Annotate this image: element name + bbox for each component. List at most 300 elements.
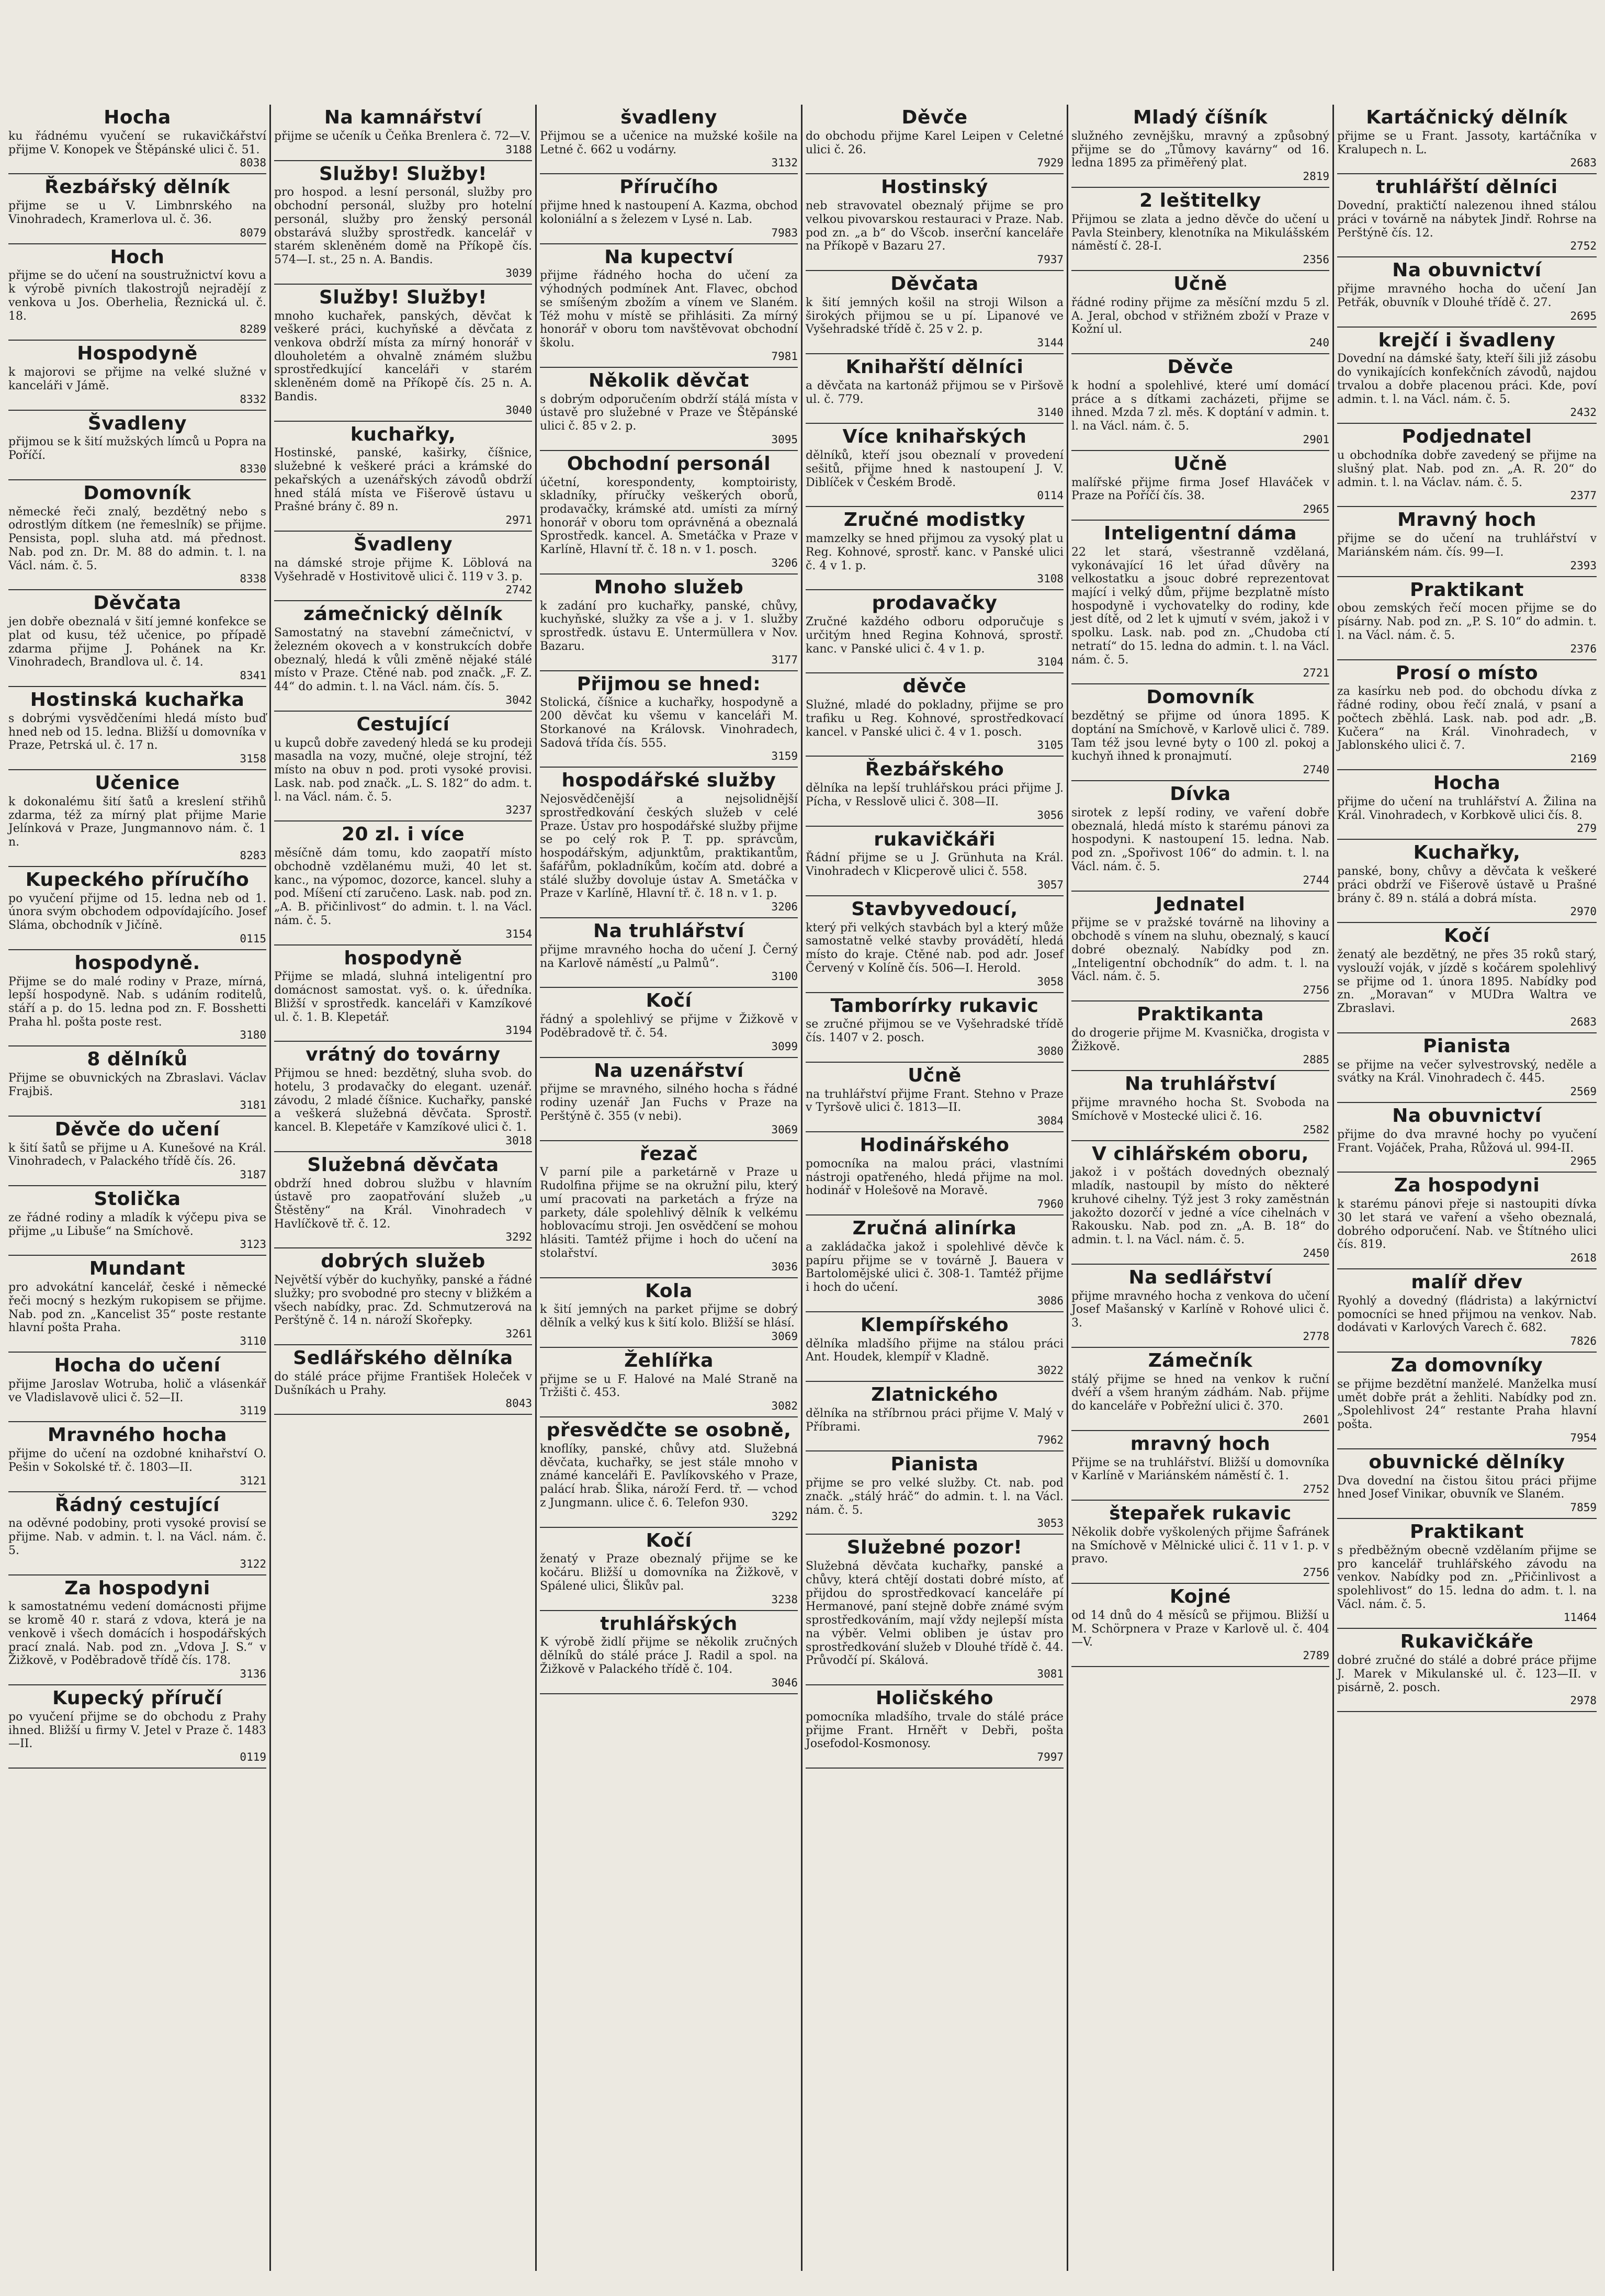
ad-heading: truhlářských	[600, 1613, 738, 1635]
ad-heading: Učně	[1173, 273, 1227, 295]
ad-heading: Praktikant	[1410, 1521, 1524, 1543]
ad-number: 0114	[1037, 489, 1064, 502]
ad-number: 2169	[1570, 752, 1597, 765]
classified-ad	[8, 411, 266, 480]
classified-ad	[8, 590, 266, 687]
ad-heading: Na kamnářství	[324, 107, 482, 128]
classified-ad	[1337, 328, 1597, 424]
ad-number: 2376	[1570, 642, 1597, 655]
ad-number: 3099	[771, 1040, 798, 1053]
column-3	[537, 105, 802, 2271]
ad-body: dělníků, kteří jsou obeznalí v provedení sešitů, přijme hned k nastoupení J. V. Diblíček v Českém Brodě.	[806, 449, 1064, 489]
ad-number: 2756	[1303, 984, 1329, 997]
ad-body: Zručné každého odboru odporučuje s určitým hned Regina Kohnová, sprostř. kanc. v Panské ulici č. 4 v 1. p.	[806, 615, 1064, 656]
ad-body: se přijme na večer sylvestrovský, neděle a svátky na Král. Vinohradech č. 445.	[1337, 1058, 1597, 1085]
column-1	[5, 105, 271, 2271]
classified-ad	[8, 480, 266, 590]
classified-ad	[806, 1685, 1064, 1769]
ad-number: 3188	[505, 143, 532, 156]
ad-heading: Učně	[908, 1064, 962, 1086]
ad-heading: 20 zl. i více	[341, 824, 465, 846]
ad-body: řádný a spolehlivý se přijme v Žižkově v Poděbradově tř. č. 54.	[540, 1013, 798, 1040]
ad-body: Dva dovední na čistou šitou práci přijme hned Josef Vinikar, obuvník ve Slaném.	[1337, 1474, 1597, 1501]
ad-number: 3154	[505, 927, 532, 940]
ad-body: Několik dobře vyškolených přijme Šafránek na Smíchově v Mělnické ulici č. 11 v 1. p. v pravo.	[1071, 1525, 1329, 1566]
classified-ad	[806, 105, 1064, 174]
ad-number: 2740	[1303, 763, 1329, 776]
classified-ad	[806, 354, 1064, 424]
ad-number: 3069	[771, 1330, 798, 1343]
ad-number: 2450	[1303, 1246, 1329, 1259]
ad-number: 3108	[1037, 572, 1064, 586]
ad-heading: Klempířského	[860, 1314, 1009, 1336]
ad-number: 2885	[1303, 1053, 1329, 1066]
ad-body: u obchodníka dobře zavedený se přijme na slušný plat. Nab. pod zn. „A. R. 20“ do admin. t. l. na Václav. nám. č. 5.	[1337, 449, 1597, 489]
ad-heading: Prosí o místo	[1395, 662, 1539, 684]
ad-body: po vyučení přijme se do obchodu z Prahy ihned. Bližší u firmy V. Jetel v Praze č. 1483—II.	[8, 1710, 266, 1751]
ad-heading: Příručího	[619, 176, 718, 198]
ad-body: k šití jemných na parket přijme se dobrý dělník a velký kus k šití kolo. Bližší se hlásí.	[540, 1303, 798, 1330]
ad-heading: 8 dělníků	[87, 1049, 188, 1071]
ad-heading: Na sedlářství	[1128, 1266, 1272, 1288]
ad-body: přijme se u V. Limbnrského na Vinohradech, Kramerlova ul. č. 36.	[8, 199, 266, 226]
ad-body: u kupců dobře zavedený hledá se ku prodeji masadla na vozy, mučné, oleje strojní, též místo na obuv n pod. proti vysoké provisi. Lask. nab. pod značk. „L. S. 182“ do adm. t. l. na Václ. nám. č. 5.	[274, 736, 532, 804]
ad-number: 3095	[771, 433, 798, 446]
ad-number: 3132	[771, 156, 798, 170]
ad-number: 2683	[1570, 156, 1597, 170]
ad-heading: Zlatnického	[871, 1384, 998, 1406]
ad-body: k šití šatů se přijme u A. Kunešové na Král. Vinohradech, v Palackého třídě čís. 26.	[8, 1141, 266, 1168]
ad-body: Samostatný na stavební zámečnictví, v železném okovech a v konstrukcích dobře obeznalý, hledá k vůli změně nějaké stálé místo v Praze. Ctěné nab. pod značk. „F. Z. 44“ do admin. t. l. na Václ. nám. čís. 5.	[274, 626, 532, 694]
classified-columns	[5, 105, 1600, 2271]
ad-heading: V cihlářském oboru,	[1092, 1143, 1309, 1165]
classified-ad	[540, 988, 798, 1057]
ad-heading: krejčí i švadleny	[1378, 329, 1556, 351]
classified-ad	[8, 341, 266, 410]
ad-body: se přijme bezdětní manželé. Manželka musí umět dobře prát a žehliti. Nabídky pod zn. „Spolehlivost 24“ restante Praha hlavní pošta.	[1337, 1377, 1597, 1431]
ad-number: 2377	[1570, 489, 1597, 502]
ad-number: 3058	[1037, 975, 1064, 988]
classified-ad	[274, 422, 532, 532]
ad-body: Řádní přijme se u J. Grünhuta na Král. Vinohradech v Klicperově ulici č. 558.	[806, 851, 1064, 879]
ad-number: 279	[1577, 822, 1597, 835]
ad-heading: Učenice	[95, 772, 180, 794]
ad-number: 8330	[240, 462, 266, 475]
ad-number: 2965	[1570, 1155, 1597, 1168]
classified-ad	[8, 1575, 266, 1685]
ad-body: a zakládačka jakož i spolehlivé děvče k papíru přijme se v továrně J. Bauera v Bartolomějské ulici č. 308-1. Tamtéž přijme i hoch do učení.	[806, 1240, 1064, 1295]
ad-number: 240	[1309, 336, 1329, 349]
classified-ad	[1071, 271, 1329, 354]
ad-heading: kuchařky,	[350, 423, 456, 445]
ad-heading: malíř dřev	[1411, 1271, 1523, 1293]
ad-body: sirotek z lepší rodiny, ve vaření dobře obeznalá, hledá místo k starému pánovi za hospodyni. K nastoupení 15. ledna. Nab. pod zn. „Spořivost 106“ do admin. t. l. na Václ. nám. č. 5.	[1071, 806, 1329, 873]
ad-number: 8043	[505, 1397, 532, 1410]
ad-heading: Děvče	[901, 107, 968, 128]
classified-ad	[806, 1451, 1064, 1535]
ad-heading: Mravný hoch	[1397, 509, 1536, 531]
ad-heading: Děvče do učení	[54, 1118, 220, 1140]
ad-body: pomocníka na malou práci, vlastními nástroji opatřeného, hledá přijme na mol. hodinář v Holešově na Moravě.	[806, 1157, 1064, 1198]
ad-body: ženatý ale bezdětný, ne přes 35 roků starý, vyslouží voják, v jízdě s kočárem spolehlivý se přijme od 1. února 1895. Nabídky pod zn. „Moravan“ v MUDra Waltra ve Zbraslavi.	[1337, 948, 1597, 1015]
ad-heading: Inteligentní dáma	[1103, 523, 1297, 544]
ad-heading: Obchodní personál	[567, 453, 771, 475]
ad-number: 3206	[771, 901, 798, 914]
classified-ad	[274, 1345, 532, 1415]
ad-number: 2901	[1303, 433, 1329, 446]
ad-heading: Na uzenářství	[594, 1060, 744, 1082]
ad-number: 2695	[1570, 309, 1597, 322]
ad-body: obdrží hned dobrou službu v hlavním ústavě pro zaopatřování služeb „u Štěstěny“ na Král. Vinohradech v Havlíčkově tř. č. 12.	[274, 1177, 532, 1231]
ad-heading: Na truhlářství	[1124, 1073, 1276, 1095]
ad-number: 7997	[1037, 1751, 1064, 1763]
ad-number: 2778	[1303, 1330, 1329, 1343]
classified-ad	[540, 1611, 798, 1694]
ad-body: Dovední, praktičtí nalezenou ihned stálou práci v továrně na nábytek Jindř. Rohrse na Perštýně čís. 12.	[1337, 199, 1597, 240]
ad-body: přijme se u Frant. Jassoty, kartáčníka v Kralupech n. L.	[1337, 129, 1597, 156]
ad-heading: Hoch	[110, 246, 165, 268]
ad-heading: Žehlířka	[624, 1349, 714, 1371]
classified-ad	[806, 1312, 1064, 1382]
ad-number: 3177	[771, 653, 798, 666]
ad-body: pro hospod. a lesní personál, služby pro obchodní personál, služby pro hotelní personál, služby pro ženský personál obstarává služby sprostředk. kancelář v starém skleněném domě na Příkopě čís. 574—I. st., 25 n. A. Bandis.	[274, 186, 532, 266]
ad-heading: Kočí	[646, 990, 692, 1012]
ad-number: 11464	[1563, 1611, 1597, 1624]
classified-ad	[274, 946, 532, 1042]
ad-body: pomocníka mladšího, trvale do stálé práce přijme Frant. Hrněřt v Debři, pošta Josefodol-Kosmonosy.	[806, 1710, 1064, 1751]
classified-ad	[806, 1535, 1064, 1685]
ad-body: obou zemských řečí mocen přijme se do písárny. Nab. pod zn. „P. S. 10“ do admin. t. l. na Václ. nám. č. 5.	[1337, 602, 1597, 642]
ad-body: pro advokátní kancelář, české i německé řeči mocný s hezkým rukopisem se přijme. Nab. pod zn. „Kancelist 35“ poste restante hlavní pošta Praha.	[8, 1281, 266, 1335]
ad-heading: Kuchařky,	[1413, 842, 1521, 864]
ad-body: přijme se v pražské továrně na lihoviny a obchodě s vínem na sluhu, obeznalý, s kaucí dobré obeznalý. Nabídky pod zn. „Inteligentní obchodník“ do adm. t. l. na Václ. nám. č. 5.	[1071, 916, 1329, 984]
ad-heading: Mravného hocha	[48, 1424, 227, 1446]
ad-number: 0119	[240, 1751, 266, 1763]
ad-number: 8079	[240, 226, 266, 239]
ad-body: Ryohlý a dovedný (fládrista) a lakýrnictví pomocníci se hned přijmou na venkov. Nab. dodávati v Karlových Varech č. 682.	[1337, 1294, 1597, 1335]
ad-body: Přijmou se a učenice na mužské košile na Letné č. 662 u vodárny.	[540, 129, 798, 156]
ad-number: 2742	[505, 583, 532, 596]
classified-ad	[540, 1141, 798, 1278]
classified-ad	[540, 105, 798, 174]
ad-number: 3057	[1037, 878, 1064, 891]
classified-ad	[1337, 770, 1597, 840]
ad-number: 3180	[240, 1029, 266, 1042]
ad-body: k samostatnému vedení domácnosti přijme se kromě 40 r. stará z vdova, která je na venkově i všech domácích i hospodářských prací znalá. Nab. pod zn. „Vdova J. S.“ v Žižkově, v Poděbradově třídě čís. 178.	[8, 1600, 266, 1668]
ad-body: k dokonalému šití šatů a kreslení střihů zdarma, též za mírný plat přijme Marie Jelínková v Praze, Jungmannovo nám. č. 1 n.	[8, 795, 266, 849]
ad-body: na dámské stroje přijme K. Löblová na Vyšehradě v Hostivitově ulici č. 119 v 3. p.	[274, 556, 532, 583]
classified-ad	[274, 1152, 532, 1249]
classified-ad	[806, 673, 1064, 757]
ad-heading: Řezbářský dělník	[44, 176, 230, 198]
classified-ad	[274, 1248, 532, 1345]
classified-ad	[1071, 354, 1329, 451]
ad-heading: Více knihařských	[842, 426, 1027, 448]
classified-ad	[8, 1422, 266, 1492]
ad-heading: Stolička	[94, 1188, 181, 1210]
ad-heading: Domovník	[1146, 686, 1254, 708]
ad-body: malířské přijme firma Josef Hlaváček v Praze na Poříčí čís. 38.	[1071, 476, 1329, 503]
classified-ad	[1337, 1353, 1597, 1449]
ad-heading: Rukavičkáře	[1400, 1631, 1534, 1653]
ad-body: přijme se u F. Halové na Malé Straně na Tržišti č. 453.	[540, 1372, 798, 1400]
classified-ad	[540, 174, 798, 244]
ad-heading: Mnoho služeb	[594, 576, 744, 598]
ad-body: Přijmou se hned: bezdětný, sluha svob. do hotelu, 3 prodavačky do elegant. uzenář. závodu, 2 mladé číšnice. Kuchařky, panské a veškerá služebná děvčata. Sprostř. kancel. B. Klepetáře v Kamzíkové ulici č. 1.	[274, 1067, 532, 1134]
ad-heading: Služebné pozor!	[846, 1537, 1023, 1559]
ad-body: K výrobě židlí přijme se několik zručných dělníků do stálé práce J. Radil a spol. na Žižkově v Palackého třídě č. 104.	[540, 1636, 798, 1676]
ad-number: 2965	[1303, 503, 1329, 515]
classified-ad	[274, 532, 532, 601]
classified-ad	[1337, 1269, 1597, 1353]
ad-number: 8338	[240, 572, 266, 586]
ad-number: 7859	[1570, 1501, 1597, 1514]
ad-heading: Hocha	[104, 107, 171, 128]
ad-heading: Pianista	[1423, 1035, 1511, 1057]
ad-body: k hodní a spolehlivé, které umí domácí práce a s dítkami zacházeti, přijme se ihned. Mzda 7 zl. měs. K doptání v admin. t. l. na Václ. nám. č. 5.	[1071, 379, 1329, 433]
ad-number: 3110	[240, 1335, 266, 1347]
ad-heading: zámečnický dělník	[303, 603, 503, 625]
ad-number: 2819	[1303, 170, 1329, 183]
classified-ad	[806, 896, 1064, 993]
column-4	[802, 105, 1068, 2271]
ad-body: přijme se pro velké služby. Ct. nab. pod značk. „stálý hráč“ do admin. t. l. na Václ. nám. č. 5.	[806, 1477, 1064, 1517]
ad-heading: Stavbyvedoucí,	[851, 898, 1018, 920]
column-2	[271, 105, 537, 2271]
classified-ad	[274, 712, 532, 821]
ad-heading: Za hospodyni	[64, 1577, 210, 1599]
classified-ad	[8, 1353, 266, 1422]
ad-body: přijme se mravného, silného hocha s řádné rodiny uzenář Jan Fuchs v Praze na Perštýně č. 355 (v nebi).	[540, 1083, 798, 1123]
ad-heading: Mladý číšník	[1133, 107, 1268, 128]
ad-heading: Dívka	[1170, 783, 1231, 805]
classified-ad	[8, 244, 266, 341]
ad-number: 3040	[505, 403, 532, 417]
ad-heading: Děvče	[1167, 356, 1234, 378]
ad-body: Přijme se na truhlářství. Bližší u domovníka v Karlíně v Mariánském náměstí č. 1.	[1071, 1456, 1329, 1483]
classified-ad	[274, 1042, 532, 1152]
classified-ad	[1337, 424, 1597, 507]
classified-ad	[540, 1058, 798, 1141]
ad-heading: Několik děvčat	[589, 369, 749, 391]
ad-number: 3206	[771, 556, 798, 569]
ad-number: 3159	[771, 750, 798, 763]
classified-ad	[540, 671, 798, 768]
ad-number: 3046	[771, 1676, 798, 1689]
ad-body: Stolická, číšnice a kuchařky, hospodyně a 200 děvčat ku všemu v kanceláři M. Storkanové na Královsk. Vinohradech, Sadová třída čís. 555.	[540, 696, 798, 750]
ad-body: Služné, mladé do pokladny, přijme se pro trafiku u Reg. Kohnové, sprostředkovací kancel. v Panské ulici č. 4 v 1. posch.	[806, 699, 1064, 739]
classified-ad	[540, 1417, 798, 1527]
ad-body: ženatý v Praze obeznalý přijme se ke kočáru. Bližší u domovníka na Žižkově, v Spálené ulici, Šlikův pal.	[540, 1552, 798, 1593]
ad-body: přijme se do učení na truhlářství v Mariánském nám. čís. 99—I.	[1337, 532, 1597, 559]
ad-heading: Děvčata	[93, 592, 182, 614]
ad-number: 2683	[1570, 1015, 1597, 1028]
ad-number: 2752	[1570, 240, 1597, 253]
ad-heading: Praktikanta	[1137, 1004, 1264, 1026]
ad-number: 3292	[505, 1231, 532, 1244]
ad-body: měsíčně dám tomu, kdo zaopatří místo obchodně vzdělanému muži, 40 let st. kanc., na výpomoc, dozorce, kancel. sluhy a pod. Míšení ctí zaručeno. Lask. nab. pod zn. „A. B. přičinlivost“ do admin. t. l. na Václ. nám. č. 5.	[274, 847, 532, 927]
classified-ad	[806, 1215, 1064, 1312]
classified-ad	[1071, 781, 1329, 891]
column-5	[1068, 105, 1334, 2271]
ad-number: 3237	[505, 804, 532, 817]
ad-number: 7937	[1037, 253, 1064, 266]
ad-heading: Děvčata	[890, 273, 979, 295]
ad-number: 2744	[1303, 873, 1329, 886]
ad-number: 3292	[771, 1510, 798, 1523]
classified-ad	[540, 575, 798, 671]
classified-ad	[806, 271, 1064, 354]
ad-heading: Švadleny	[353, 534, 453, 556]
classified-ad	[1337, 507, 1597, 577]
ad-heading: Podjednatel	[1401, 426, 1532, 448]
ad-heading: Na kupectví	[604, 246, 733, 268]
ad-heading: Mundant	[89, 1258, 186, 1280]
ad-number: 7960	[1037, 1198, 1064, 1211]
ad-body: řádné rodiny přijme za měsíční mzdu 5 zl. A. Jeral, obchod v střižném zboží v Praze v Kožní ul.	[1071, 296, 1329, 336]
ad-heading: hospodářské služby	[561, 770, 776, 792]
ad-heading: Švadleny	[87, 412, 187, 434]
classified-ad	[1071, 1584, 1329, 1667]
ad-number: 3081	[1037, 1668, 1064, 1680]
ad-heading: hospodyně	[344, 947, 462, 969]
ad-body: přijme řádného hocha do učení za výhodných podmínek Ant. Flavec, obchod se smíšeným zbožím a vínem ve Slaném. Též mohu v místě se přihlásiti. Za mírný honorář v oboru tom navštěvovat obchodní školu.	[540, 269, 798, 350]
classified-ad	[8, 105, 266, 174]
ad-body: dělníka mladšího přijme na stálou práci Ant. Houdek, klempíř v Kladně.	[806, 1337, 1064, 1364]
ad-number: 2978	[1570, 1694, 1597, 1707]
ad-heading: Kola	[645, 1280, 693, 1302]
ad-heading: Hocha	[1433, 772, 1501, 794]
ad-number: 7826	[1570, 1335, 1597, 1347]
ad-heading: Domovník	[83, 482, 191, 504]
ad-number: 2569	[1570, 1085, 1597, 1098]
ad-heading: rukavičkáři	[874, 828, 996, 850]
ad-body: Hostinské, panské, kaširky, číšnice, služebné k veškeré práci a krámské do pekařských a uzenářských závodů obdrží hned stálá místa ve Fišerově ústavu u Prašné brány č. 89 n.	[274, 446, 532, 514]
ad-number: 3084	[1037, 1115, 1064, 1128]
ad-number: 3069	[771, 1123, 798, 1136]
classified-ad	[540, 918, 798, 988]
ad-body: přijme se do učení na soustružnictví kovu a k výrobě pivních tlakostrojů nejradějí z venkova u Jos. Oberhelia, Řeznická ul. č. 18.	[8, 269, 266, 323]
ad-body: Největší výběr do kuchyňky, panské a řádné služky; pro svobodné pro stecny v bližkém a všech nabídky, prac. Zd. Schmutzerová na Perštýně č. 14 n. nároží Skořepky.	[274, 1274, 532, 1327]
ad-heading: Řezbářského	[865, 759, 1004, 781]
classified-ad	[274, 601, 532, 711]
ad-heading: Knihařští dělníci	[845, 356, 1024, 378]
ad-body: na oděvné podobiny, proti vysoké provisí se přijme. Nab. v admin. t. l. na Václ. nám. č. 5.	[8, 1517, 266, 1557]
classified-ad	[8, 687, 266, 770]
ad-heading: Na obuvnictví	[1392, 1105, 1542, 1127]
ad-number: 0115	[240, 932, 266, 945]
classified-ad	[1337, 1519, 1597, 1629]
ad-body: přijme do učení na ozdobné knihařství O. Pešin v Sokolské tř. č. 1803—II.	[8, 1447, 266, 1474]
classified-ad	[1071, 188, 1329, 271]
ad-body: od 14 dnů do 4 měsíců se přijmou. Bližší u M. Schörpnera v Praze v Karlově ul. č. 404—V.	[1071, 1608, 1329, 1649]
ad-heading: Kočí	[646, 1529, 692, 1551]
ad-number: 2970	[1570, 905, 1597, 918]
ad-number: 2582	[1303, 1123, 1329, 1136]
classified-ad	[1337, 1449, 1597, 1519]
classified-ad	[1337, 174, 1597, 257]
classified-ad	[1337, 840, 1597, 923]
ad-heading: Hospodyně	[77, 343, 198, 365]
classified-ad	[8, 1256, 266, 1353]
ad-heading: Za hospodyni	[1394, 1175, 1540, 1197]
ad-heading: vrátný do továrny	[306, 1044, 501, 1066]
classified-ad	[8, 770, 266, 867]
ad-heading: Kupeckého příručího	[25, 869, 250, 891]
ad-number: 2393	[1570, 559, 1597, 572]
ad-number: 8289	[240, 323, 266, 336]
ad-number: 3053	[1037, 1517, 1064, 1530]
ad-body: k šití jemných košil na stroji Wilson a širokých přijmou se u pí. Lipanové ve Vyšehradské třídě č. 25 v 2. p.	[806, 296, 1064, 336]
ad-number: 3122	[240, 1557, 266, 1570]
ad-heading: švadleny	[620, 107, 717, 128]
ad-number: 3261	[505, 1327, 532, 1341]
classified-ad	[1071, 1265, 1329, 1348]
ad-heading: truhlářští dělníci	[1376, 176, 1558, 198]
ad-number: 2601	[1303, 1413, 1329, 1426]
ad-heading: Zručné modistky	[843, 509, 1026, 531]
classified-ad	[806, 507, 1064, 590]
ad-number: 8283	[240, 849, 266, 862]
ad-body: přijmou se k šití mužských límců u Popra na Poříčí.	[8, 435, 266, 463]
classified-ad	[1071, 1071, 1329, 1141]
classified-ad	[274, 285, 532, 422]
classified-ad	[1071, 1141, 1329, 1265]
ad-number: 3181	[240, 1098, 266, 1111]
ad-heading: obuvnické dělníky	[1369, 1451, 1565, 1473]
classified-ad	[1337, 923, 1597, 1033]
ad-heading: Na obuvnictví	[1392, 260, 1542, 282]
ad-number: 3238	[771, 1593, 798, 1606]
ad-body: neb stravovatel obeznalý přijme se pro velkou pivovarskou restauraci v Praze. Nab. pod zn. „a b“ do Všcob. inserční kanceláře na Příkopě v Bazaru 27.	[806, 199, 1064, 253]
classified-ad	[1337, 577, 1597, 660]
classified-ad	[540, 1528, 798, 1611]
ad-heading: dobrých služeb	[321, 1251, 485, 1273]
classified-ad	[8, 1046, 266, 1116]
ad-heading: Hostinská kuchařka	[30, 689, 245, 711]
ad-number: 3018	[505, 1134, 532, 1147]
ad-heading: Služby! Služby!	[319, 163, 488, 185]
ad-number: 8341	[240, 669, 266, 682]
ad-body: přijme se učeník u Čeňka Brenlera č. 72—V.	[274, 129, 531, 143]
ad-body: přijme hned k nastoupení A. Kazma, obchod koloniální a s železem v Lysé n. Lab.	[540, 199, 798, 226]
ad-number: 3194	[505, 1024, 532, 1037]
classified-ad	[1071, 892, 1329, 1001]
ad-heading: Hocha do učení	[54, 1355, 221, 1376]
ad-body: bezdětný se přijme od února 1895. K doptání na Smíchově, v Karlově ulici č. 789. Tam též jsou levné byty o 100 zl. pokoj a kuchyň ihned k pronajmutí.	[1071, 710, 1329, 763]
ad-number: 2721	[1303, 667, 1329, 680]
ad-heading: řezač	[639, 1143, 698, 1165]
classified-ad	[1071, 684, 1329, 781]
ad-body: knoflíky, panské, chůvy atd. Služebná děvčata, kuchařky, se jest stále mnoho v známé kanceláři E. Pavlíkovského v Praze, palácí hrab. Šlika, nároží Ferd. tř. — vchod z Jungmann. ulice č. 6. Telefon 930.	[540, 1442, 798, 1510]
ad-number: 3158	[240, 752, 266, 765]
classified-ad	[806, 1132, 1064, 1215]
ad-body: do stálé práce přijme František Holeček v Dušníkách u Prahy.	[274, 1370, 532, 1397]
classified-ad	[1337, 1103, 1597, 1173]
ad-number: 8038	[240, 156, 266, 170]
classified-ad	[1071, 1001, 1329, 1071]
ad-body: k starému pánovi přeje si nastoupiti dívka 30 let stará ve vaření a všeho obeznalá, dobrého odporučení. Nab. ve Štítného ulici čís. 819.	[1337, 1198, 1597, 1252]
ad-body: ku řádnému vyučení se rukavičkářství přijme V. Konopek ve Štěpánské ulici č. 51.	[8, 129, 266, 156]
classified-ad	[274, 105, 532, 161]
ad-number: 2756	[1303, 1566, 1329, 1579]
ad-body: za kasírku neb pod. do obchodu dívka z řádné rodiny, obou řečí znalá, v psaní a počtech zběhlá. Lask. nab. pod adr. „B. Kučera“ na Král. Vinohradech, v Jablonského ulici č. 7.	[1337, 685, 1597, 752]
ad-body: do obchodu přijme Karel Leipen v Celetné ulici č. 26.	[806, 129, 1064, 156]
classified-ad	[1071, 1431, 1329, 1501]
ad-number: 3056	[1037, 808, 1064, 821]
ad-body: Služebná děvčata kuchařky, panské a chůvy, která chtějí dostati dobré místo, ať přijdou do sprostředkovací kanceláře pí Hermanové, paní stejně dobře známé svým sprostředkováním, mají vždy nejlepší místa na výběr. Velmi obliben je ústav pro sprostředkování služeb v Dlouhé třídě č. 44. Průvodčí pí. Skálová.	[806, 1560, 1064, 1668]
ad-heading: Řádný cestující	[54, 1494, 220, 1516]
